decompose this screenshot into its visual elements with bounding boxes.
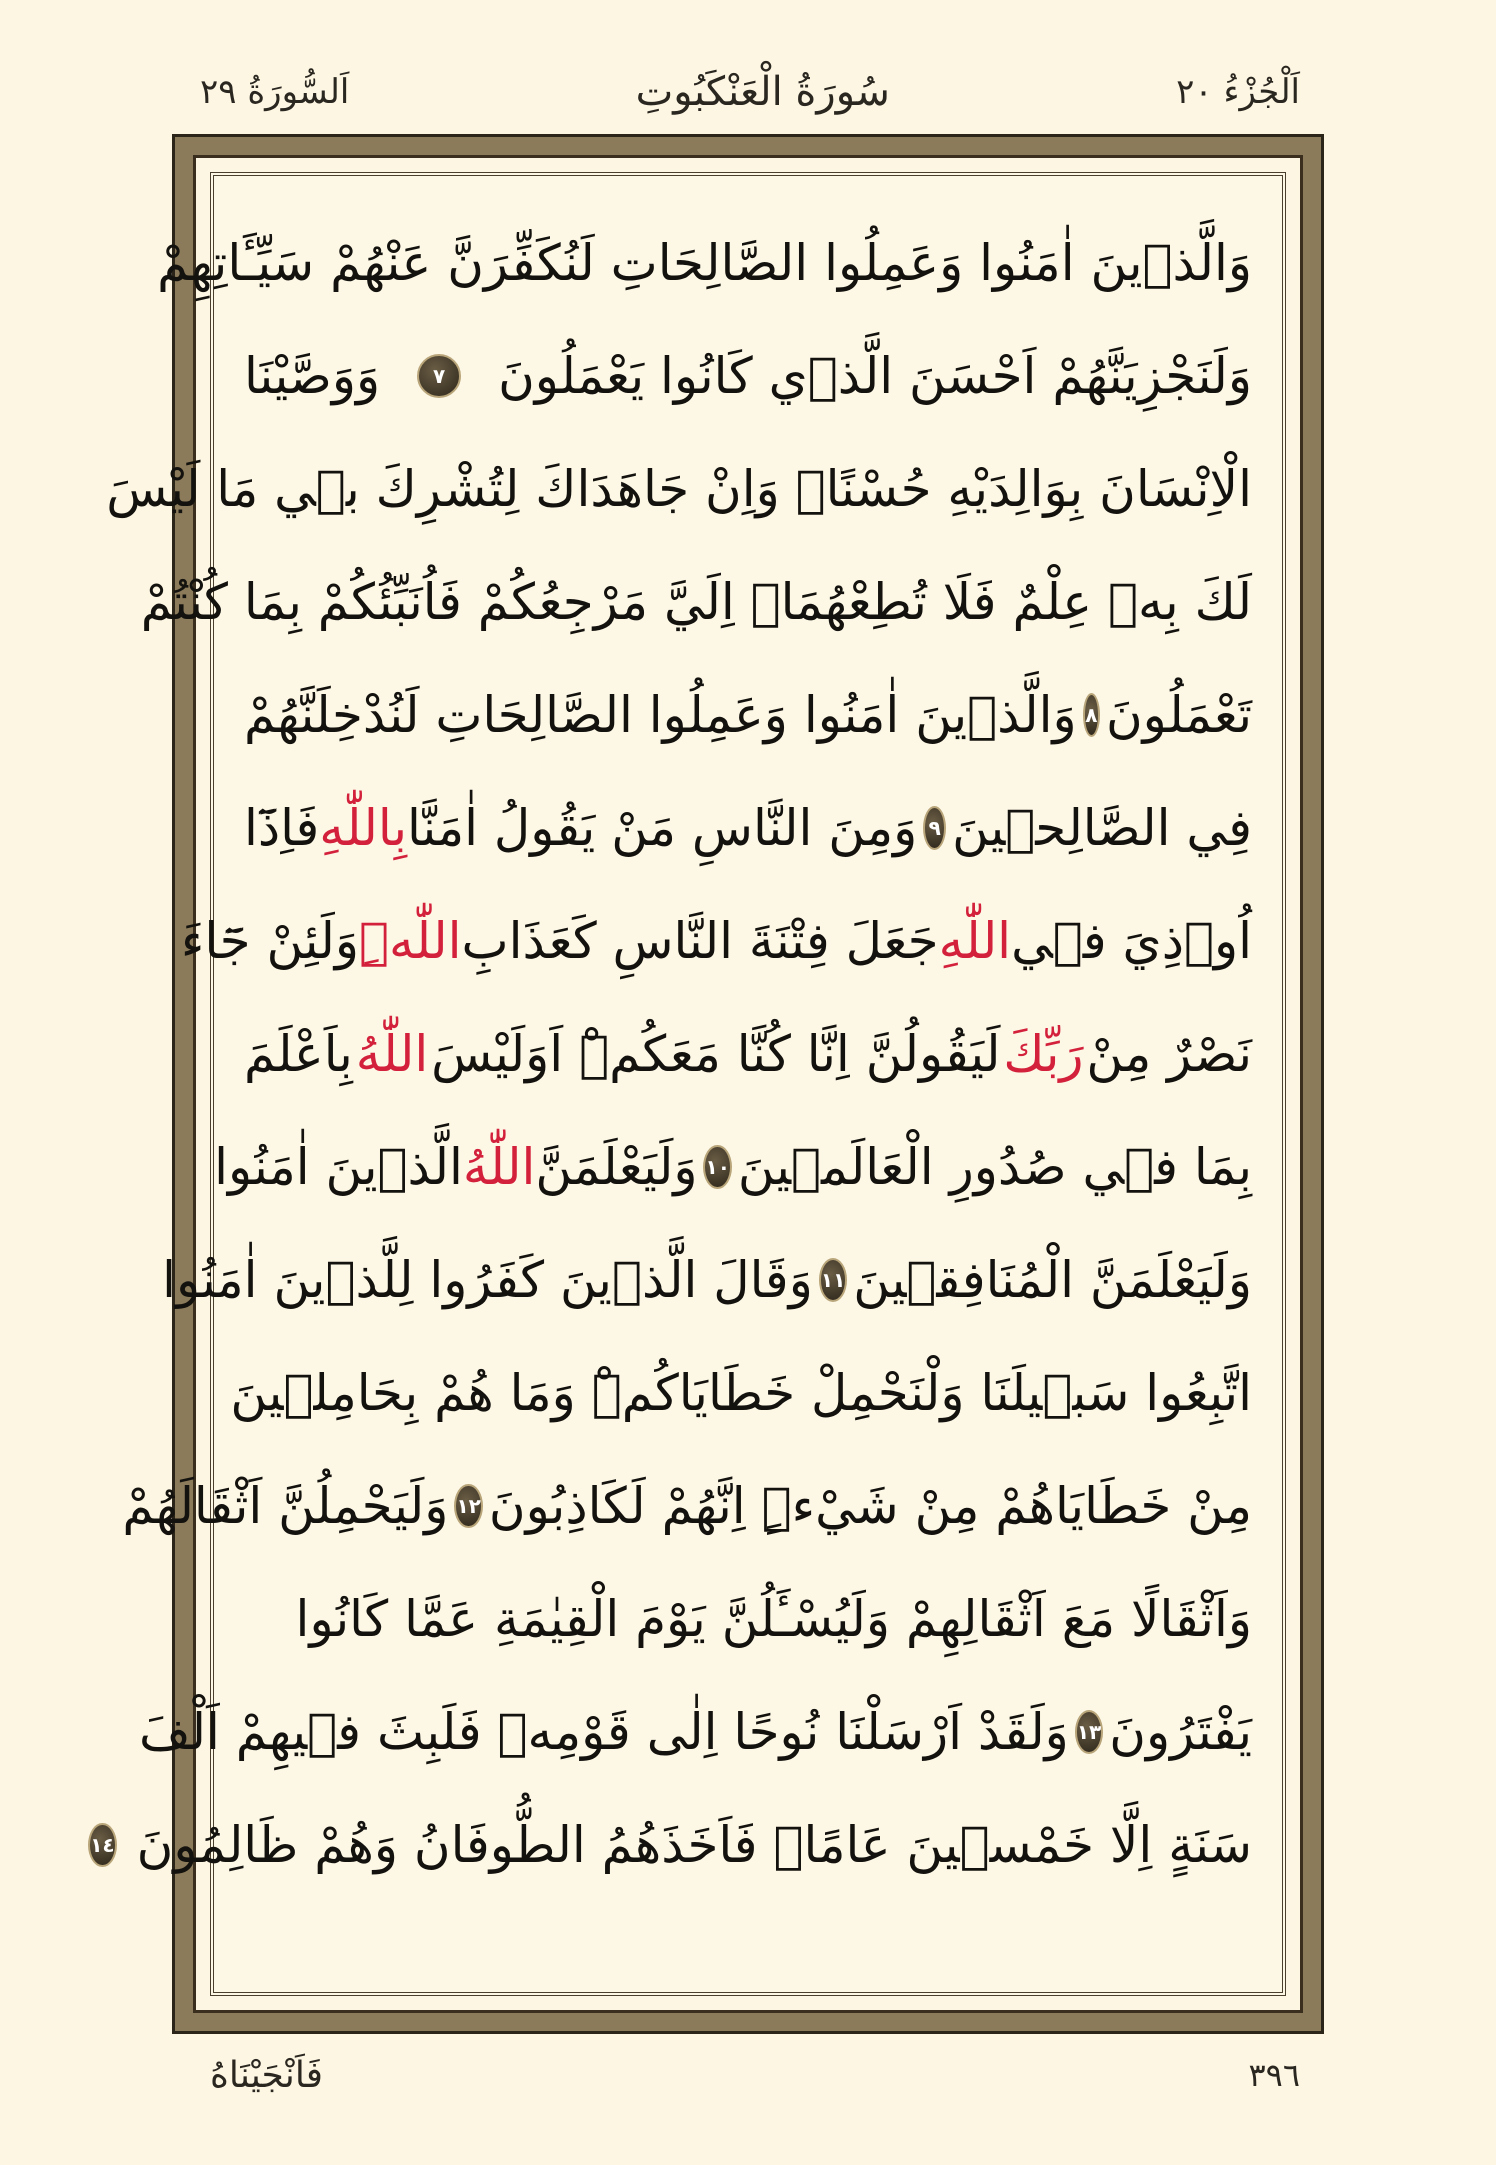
verse-text: يَفْتَرُونَ	[1109, 1702, 1252, 1761]
verse-text: وَالَّذ۪ينَ اٰمَنُوا وَعَمِلُوا الصَّالِحَاتِ لَنُكَفِّرَنَّ عَنْهُمْ سَيِّـَٔاتِهِمْ	[157, 233, 1252, 292]
ayah-number-marker: ١٤	[88, 1823, 116, 1867]
text-line	[122, 1449, 1252, 1562]
ayah-number-marker: ١١	[819, 1258, 847, 1302]
verse-text: سَنَةٍ اِلَّا خَمْس۪ينَ عَامًاۜ فَاَخَذَهُمُ الطُّوفَانُ وَهُمْ ظَالِمُونَ	[136, 1815, 1252, 1874]
text-line	[140, 545, 1252, 658]
verse-text: فَاِذَٓا	[244, 798, 320, 857]
page-footer	[210, 2045, 1300, 2105]
verse-text: نَصْرٌ مِنْ	[1086, 1024, 1252, 1083]
verse-text: لَكَ بِه۪ عِلْمٌ فَلَا تُطِعْهُمَاۜ اِلَيَّ مَرْجِعُكُمْ فَاُنَبِّئُكُمْ بِمَا كُنْتُمْ	[140, 572, 1252, 631]
text-line	[214, 1110, 1252, 1223]
verse-text: بِاَعْلَمَ	[244, 1024, 353, 1083]
juz-label: اَلْجُزْءُ ٢٠	[1176, 72, 1300, 112]
text-panel	[90, 172, 1286, 1996]
verse-text: وَلَيَعْلَمَنَّ	[535, 1137, 698, 1196]
verse-text: وَقَالَ الَّذ۪ينَ كَفَرُوا لِلَّذ۪ينَ اٰمَنُوا	[162, 1250, 813, 1309]
verse-text: الَّذ۪ينَ اٰمَنُوا	[214, 1137, 463, 1196]
verse-text: مِنْ خَطَايَاهُمْ مِنْ شَيْءٍۜ اِنَّهُمْ لَكَاذِبُونَ	[488, 1476, 1252, 1535]
verse-text: اتَّبِعُوا سَب۪يلَنَا وَلْنَحْمِلْ خَطَايَاكُمْۜ وَمَا هُمْ بِحَامِل۪ينَ	[230, 1363, 1252, 1422]
ayah-number-marker: ١٣	[1075, 1710, 1103, 1754]
verse-text: وَمِنَ النَّاسِ مَنْ يَقُولُ اٰمَنَّا	[407, 798, 918, 857]
verse-text: لَيَقُولُنَّ اِنَّا كُنَّا مَعَكُمْۜ اَوَلَيْسَ	[431, 1024, 1001, 1083]
surah-number-label: اَلسُّورَةُ ٢٩	[200, 72, 350, 112]
text-line	[244, 1562, 1252, 1675]
divine-name: اللّٰهِۜ	[359, 911, 462, 970]
verse-text: وَلَئِنْ جَٓاءَ	[180, 911, 359, 970]
verse-text: وَلَيَحْمِلُنَّ اَثْقَالَهُمْ	[122, 1476, 449, 1535]
divine-name: اللّٰهُ	[462, 1137, 536, 1196]
divine-name: اللّٰهُ	[355, 1024, 429, 1083]
ayah-number-marker: ١٢	[454, 1484, 482, 1528]
text-line	[157, 206, 1252, 319]
text-line	[180, 884, 1252, 997]
verse-text: فِي الصَّالِح۪ينَ	[952, 798, 1252, 857]
divine-name: بِاللّٰهِ	[319, 798, 408, 857]
verse-text: الْاِنْسَانَ بِوَالِدَيْهِ حُسْنًاۜ وَاِنْ جَاهَدَاكَ لِتُشْرِكَ ب۪ي مَا لَيْسَ	[106, 459, 1252, 518]
verse-text: وَالَّذ۪ينَ اٰمَنُوا وَعَمِلُوا الصَّالِحَاتِ لَنُدْخِلَنَّهُمْ	[244, 685, 1077, 744]
ayah-number-marker: ٩	[923, 806, 946, 850]
text-line	[106, 432, 1252, 545]
surah-title: سُورَةُ الْعَنْكَبُوتِ	[635, 69, 890, 115]
ayah-number-marker: ١٠	[703, 1145, 731, 1189]
verse-text: وَلَقَدْ اَرْسَلْنَا نُوحًا اِلٰى قَوْمِه۪ فَلَبِثَ ف۪يهِمْ اَلْفَ	[138, 1702, 1069, 1761]
text-line	[244, 319, 1252, 432]
ornamental-frame	[90, 134, 1324, 2034]
text-line	[244, 771, 1252, 884]
divine-name: رَبِّكَ	[1003, 1024, 1084, 1083]
verse-text: تَعْمَلُونَ	[1105, 685, 1252, 744]
text-line	[162, 1223, 1252, 1336]
text-line	[244, 658, 1252, 771]
quran-text	[90, 206, 1252, 1972]
verse-text: وَلَنَجْزِيَنَّهُمْ اَحْسَنَ الَّذ۪ي كَانُوا يَعْمَلُونَ	[498, 346, 1252, 405]
text-line	[244, 997, 1252, 1110]
ayah-number-marker: ٧	[417, 354, 461, 398]
text-line	[90, 1788, 1252, 1901]
verse-text: وَلَيَعْلَمَنَّ الْمُنَافِق۪ينَ	[853, 1250, 1252, 1309]
text-line	[138, 1675, 1252, 1788]
verse-text: اُو۫ذِيَ ف۪ي	[1011, 911, 1252, 970]
ayah-number-marker: ٨	[1083, 693, 1100, 737]
frame-band	[90, 155, 1303, 2013]
verse-text: وَاَثْقَالًا مَعَ اَثْقَالِهِمْ وَلَيُسْـَٔلُنَّ يَوْمَ الْقِيٰمَةِ عَمَّا كَانُوا	[295, 1589, 1252, 1648]
page-header	[200, 62, 1300, 122]
verse-text: جَعَلَ فِتْنَةَ النَّاسِ كَعَذَابِ	[461, 911, 939, 970]
divine-name: اللّٰهِ	[938, 911, 1012, 970]
verse-text: وَوَصَّيْنَا	[244, 346, 381, 405]
catchword: فَاَنْجَيْنَاهُ	[210, 2054, 323, 2096]
page-number: ٣٩٦	[1248, 2056, 1300, 2094]
text-line	[230, 1336, 1252, 1449]
verse-text: بِمَا ف۪ي صُدُورِ الْعَالَم۪ينَ	[737, 1137, 1252, 1196]
